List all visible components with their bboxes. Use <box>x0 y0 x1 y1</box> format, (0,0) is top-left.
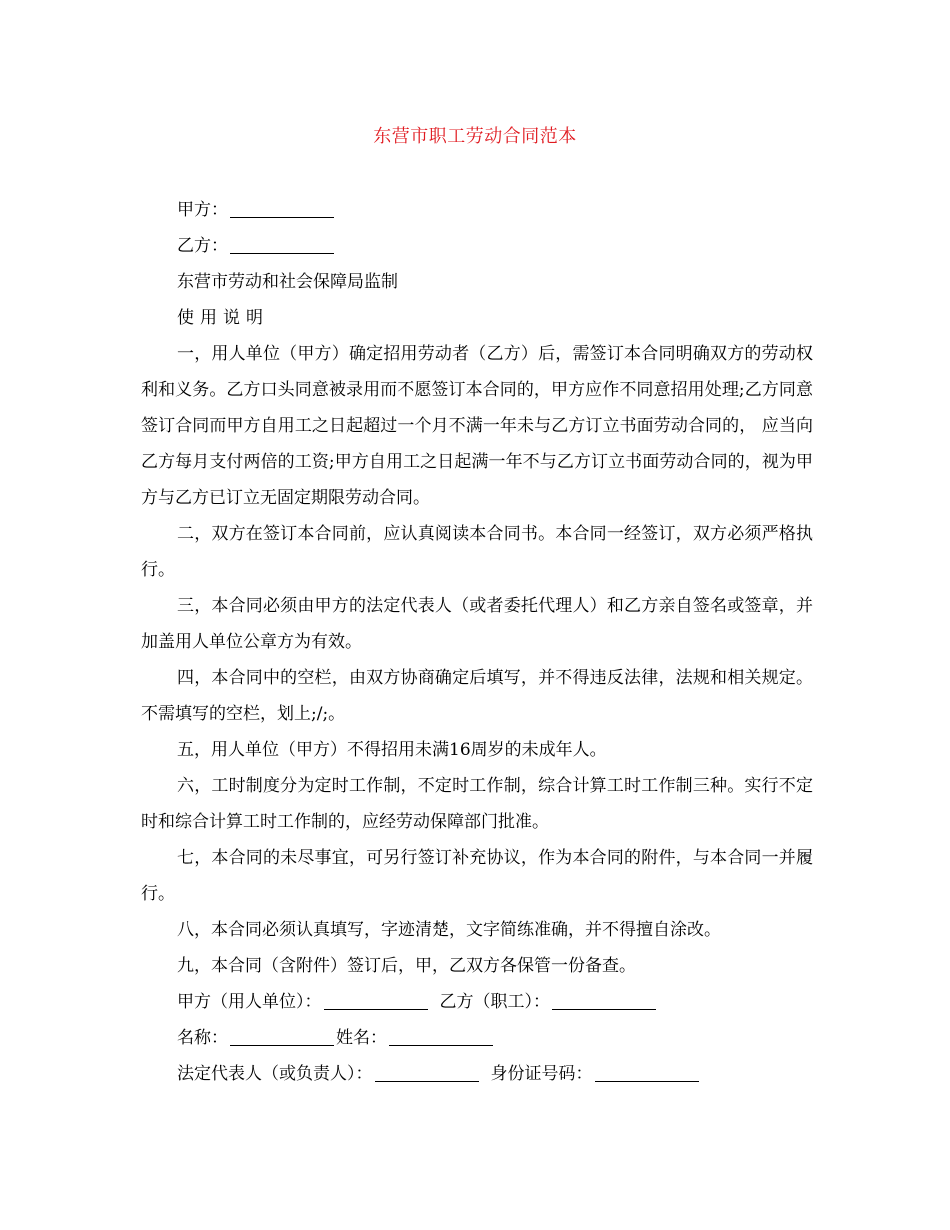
party-b-blank[interactable] <box>230 235 334 254</box>
supervisor-line: 东营市劳动和社会保障局监制 <box>177 272 398 292</box>
sign-line-parties <box>141 984 813 1020</box>
paragraph-2: 二，双方在签订本合同前，应认真阅读本合同书。本合同一经签订，双方必须严格执行。 <box>141 524 813 580</box>
party-a-label: 甲方： <box>177 200 228 220</box>
document-title: 东营市职工劳动合同范本 <box>373 126 577 147</box>
person-name-label: 姓名： <box>336 1028 387 1048</box>
sign-line-rep <box>141 1056 813 1092</box>
name-label: 名称： <box>177 1028 228 1048</box>
paragraph-5: 五，用人单位（甲方）不得招用未满16周岁的未成年人。 <box>177 740 607 760</box>
id-label: 身份证号码： <box>490 1064 593 1084</box>
employee-blank[interactable] <box>552 991 656 1010</box>
sign-line-names <box>141 1020 813 1056</box>
person-name-blank[interactable] <box>389 1027 493 1046</box>
legal-rep-label: 法定代表人（或负责人）： <box>177 1064 373 1084</box>
employee-label: 乙方（职工）： <box>439 992 550 1012</box>
legal-rep-blank[interactable] <box>375 1063 479 1082</box>
id-blank[interactable] <box>595 1063 699 1082</box>
paragraph-4: 四，本合同中的空栏，由双方协商确定后填写，并不得违反法律，法规和相关规定。不需填写的空栏，划上;/;。 <box>141 668 813 724</box>
document-body <box>141 192 813 1092</box>
party-a-line <box>141 192 813 228</box>
paragraph-1: 一，用人单位（甲方）确定招用劳动者（乙方）后，需签订本合同明确双方的劳动权利和义务。乙方口头同意被录用而不愿签订本合同的，甲方应作不同意招用处理;乙方同意签订合同而甲方自用工之日起超过一个月不满一年未与乙方订立书面劳动合同的， 应当向乙方每月支付两倍的工资;甲方自用工之日起满一年不与乙方订立书面劳动合同的，视为甲方与乙方已订立无固定期限劳动合同。 <box>141 344 813 508</box>
paragraph-6: 六，工时制度分为定时工作制，不定时工作制，综合计算工时工作制三种。实行不定时和综合计算工时工作制的，应经劳动保障部门批准。 <box>141 776 813 832</box>
paragraph-9: 九，本合同（含附件）签订后，甲，乙双方各保管一份备查。 <box>177 956 636 976</box>
paragraph-3: 三，本合同必须由甲方的法定代表人（或者委托代理人）和乙方亲自签名或签章，并加盖用人单位公章方为有效。 <box>141 596 813 652</box>
name-blank[interactable] <box>230 1027 334 1046</box>
employer-blank[interactable] <box>324 991 428 1010</box>
paragraph-8: 八，本合同必须认真填写，字迹清楚，文字简练准确，并不得擅自涂改。 <box>177 920 721 940</box>
party-b-line <box>141 228 813 264</box>
party-b-label: 乙方： <box>177 236 228 256</box>
employer-label: 甲方（用人单位）： <box>177 992 322 1012</box>
usage-heading: 使用说明 <box>177 308 269 328</box>
party-a-blank[interactable] <box>230 199 334 218</box>
paragraph-7: 七，本合同的未尽事宜，可另行签订补充协议，作为本合同的附件，与本合同一并履行。 <box>141 848 813 904</box>
